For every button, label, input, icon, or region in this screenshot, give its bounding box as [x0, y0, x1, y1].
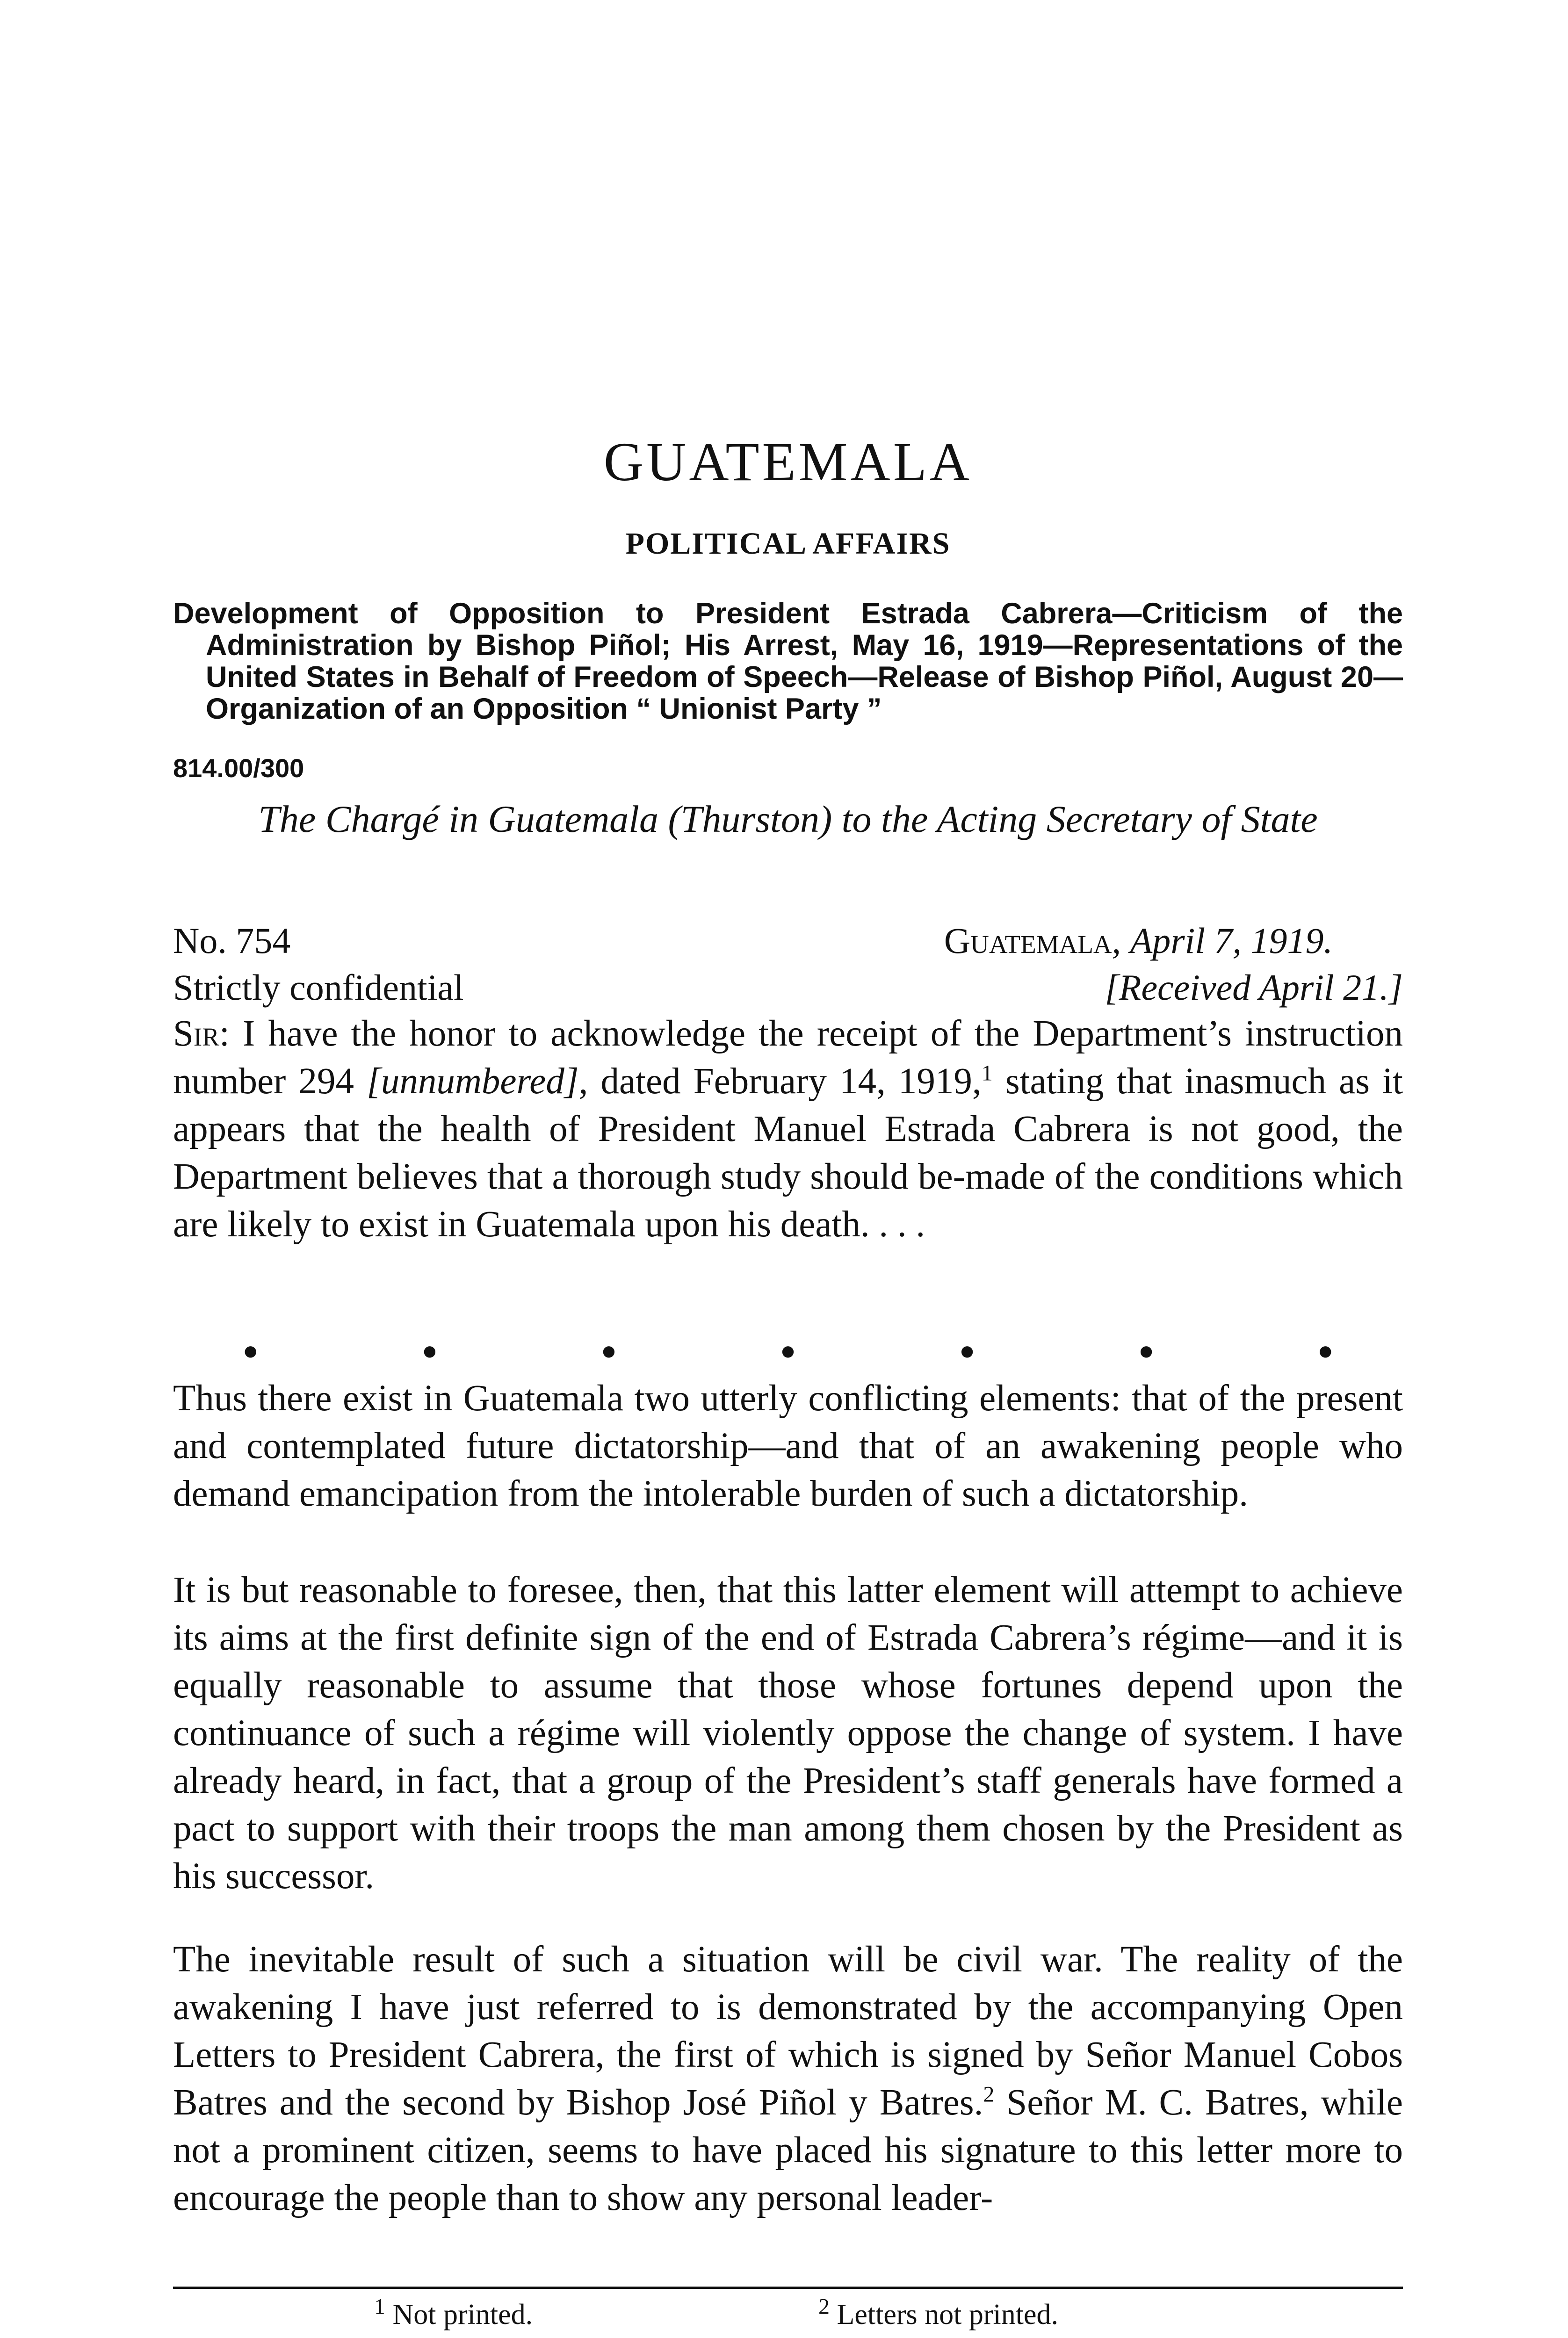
paragraph-1-unnumbered: [unnumbered] [367, 1061, 579, 1102]
footnote-1 [374, 2294, 533, 2331]
dateline-place: Guatemala, [944, 920, 1121, 961]
dateline-date: April 7, 1919. [1130, 920, 1333, 961]
dateline-row-1 [173, 916, 1403, 965]
omission-dots [243, 1328, 1333, 1376]
footnote-2-mark: 2 [818, 2294, 830, 2319]
received-date: [Received April 21.] [1105, 967, 1403, 1008]
footnote-ref-1[interactable]: 1 [981, 1061, 993, 1086]
footnote-1-mark: 1 [374, 2294, 385, 2319]
omission-dot: • [601, 1329, 616, 1375]
footnote-ref-2[interactable]: 2 [983, 2082, 995, 2107]
section-summary: Development of Opposition to President Estrada Cabrera—Criticism of the Administration by Bishop Piñol; His Arrest, May 16, 1919—Representations of the United States in Behalf of Freedom of Speech—Release of Bishop Piñol, August 20—Organization of an Opposition “ Unionist Party ” [173, 597, 1403, 725]
footnote-1-text: Not printed. [392, 2299, 533, 2331]
paragraph-1 [173, 1010, 1403, 1248]
paragraph-2 [173, 1375, 1403, 1518]
paragraph-2-text: Thus there exist in Guatemala two utterly conflicting elements: that of the present and contemplated future dictatorship—and that of an awakening people who demand emancipation from the intolerable burden of such a dictatorship. [173, 1378, 1403, 1514]
document-heading: The Chargé in Guatemala (Thurston) to the Acting Secretary of State [258, 798, 1318, 840]
paragraph-3-text: It is but reasonable to foresee, then, that this latter element will attempt to achieve its aims at the first definite sign of the end of Estrada Cabrera’s régime—and it is equally reasonable to assume that those whose fortunes depend upon the continuance of such a régime will violently oppose the change of system. I have already heard, in fact, that a group of the President’s staff generals have formed a pact to support with their troops the man among them chosen by the President as his successor. [173, 1570, 1403, 1897]
paragraph-4-text-a: The inevitable result of such a situation will be civil war. The reality of the awakening I have just referred to is demonstrated by the accompanying Open Letters to President Cabrera, the first of which is signed by Señor Manuel Cobos Batres and the second by Bishop José Piñol y Batres. [173, 1939, 1403, 2123]
omission-dot: • [1139, 1329, 1154, 1375]
omission-dot: • [243, 1329, 258, 1375]
classification: Strictly confidential [173, 967, 464, 1008]
paragraph-4 [173, 1936, 1403, 2222]
salutation: Sir: [173, 1013, 230, 1054]
footnotes [173, 2294, 1403, 2336]
paragraph-1-text-c: stating that inasmuch as it appears that the health of President Manuel Estrada Cabrera is not good, the Department believes that a thorough study should be-made of the conditions which are likely to exist in Guatemala upon his death. . . . [173, 1061, 1403, 1245]
paragraph-4-text-b: Señor M. C. Batres, while not a prominent citizen, seems to have placed his signature to this letter more to encourage the people than to show any personal leader- [173, 2082, 1403, 2218]
omission-dot: • [1318, 1329, 1333, 1375]
paragraph-1-text-a: I have the honor to acknowledge the receipt of the Department’s instruction number 294 [173, 1013, 1403, 1102]
omission-dot: • [960, 1329, 975, 1375]
dateline-place-date [944, 916, 1333, 965]
file-number: 814.00/300 [173, 753, 304, 783]
document-page [173, 0, 1403, 2338]
footnote-rule [173, 2287, 1403, 2289]
omission-dot: • [422, 1329, 437, 1375]
dateline-row-2 [173, 963, 1403, 1012]
footnote-2 [818, 2294, 1058, 2331]
footnote-2-text: Letters not printed. [837, 2299, 1058, 2331]
section-heading: POLITICAL AFFAIRS [625, 527, 951, 561]
page-title: GUATEMALA [603, 431, 973, 492]
omission-dot: • [780, 1329, 795, 1375]
paragraph-1-text-b: , dated February 14, 1919, [578, 1061, 982, 1102]
document-number: No. 754 [173, 920, 291, 961]
paragraph-3 [173, 1566, 1403, 1900]
